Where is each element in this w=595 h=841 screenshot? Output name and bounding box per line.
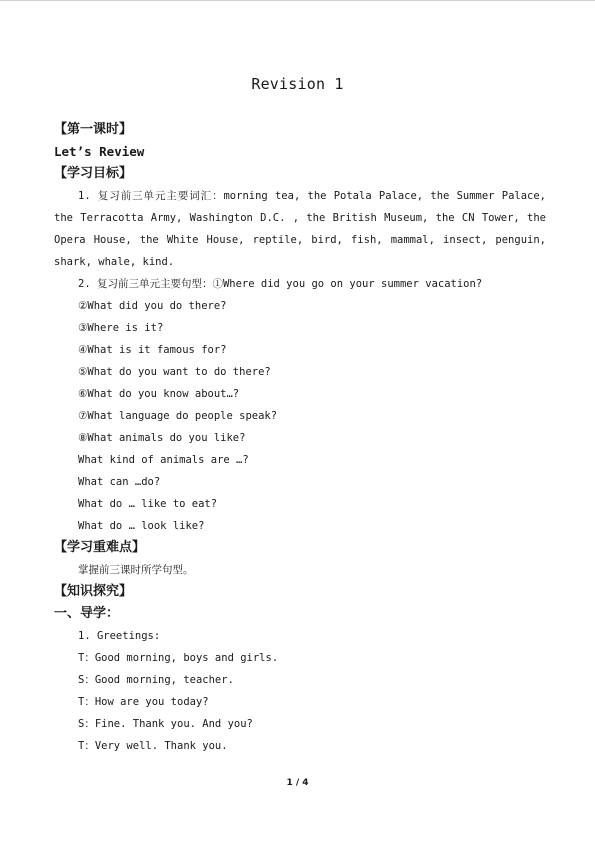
lets-review-label: Let’s Review xyxy=(54,144,145,159)
objective-1 xyxy=(54,185,546,273)
sentence-item: What do … look like? xyxy=(78,520,205,532)
sentence-item: ⑤What do you want to do there? xyxy=(78,366,271,378)
objective-1-text: 1. 复习前三单元主要词汇：morning tea, the Potala Palace, the Summer Palace, the Terracotta Army, Washington D.C. , the British Museum, the CN Tower, the Opera House, the White House, reptile, bird, fish, mammal, insect, penguin, shark, whale, kind. xyxy=(54,190,546,268)
dialogue-line: T：Very well. Thank you. xyxy=(78,740,228,752)
guide-heading: 一、导学： xyxy=(54,606,120,621)
sentence-item: ⑥What do you know about…? xyxy=(78,388,240,400)
sentence-item: ⑦What language do people speak? xyxy=(78,410,278,422)
top-rule xyxy=(0,0,595,1)
dialogue-line: S：Good morning, teacher. xyxy=(78,674,234,686)
sentence-item: What can …do? xyxy=(78,476,161,488)
lesson-heading: 【第一课时】 xyxy=(54,122,133,137)
objectives-heading: 【学习目标】 xyxy=(54,166,133,181)
document-body xyxy=(54,119,554,757)
dialogue-line: T：Good morning, boys and girls. xyxy=(78,652,279,664)
key-points-heading: 【学习重难点】 xyxy=(54,540,146,555)
dialogue-line: S：Fine. Thank you. And you? xyxy=(78,718,253,730)
dialogue-line: T：How are you today? xyxy=(78,696,209,708)
document-title: Revision 1 xyxy=(251,75,344,93)
sentence-item: ②What did you do there? xyxy=(78,300,227,312)
sentence-item: ⑧What animals do you like? xyxy=(78,432,246,444)
sentence-item: What do … like to eat? xyxy=(78,498,218,510)
exploration-heading: 【知识探究】 xyxy=(54,584,133,599)
sentence-item: What kind of animals are …? xyxy=(78,454,249,466)
dialogue-line: 1. Greetings: xyxy=(78,630,161,642)
sentence-item: ③Where is it? xyxy=(78,322,164,334)
key-points-text: 掌握前三课时所学句型。 xyxy=(78,564,194,576)
sentence-item: ④What is it famous for? xyxy=(78,344,227,356)
page-number: 1 / 4 xyxy=(286,778,309,788)
objective-2-intro: 2. 复习前三单元主要句型：①Where did you go on your summer vacation? xyxy=(78,278,483,290)
